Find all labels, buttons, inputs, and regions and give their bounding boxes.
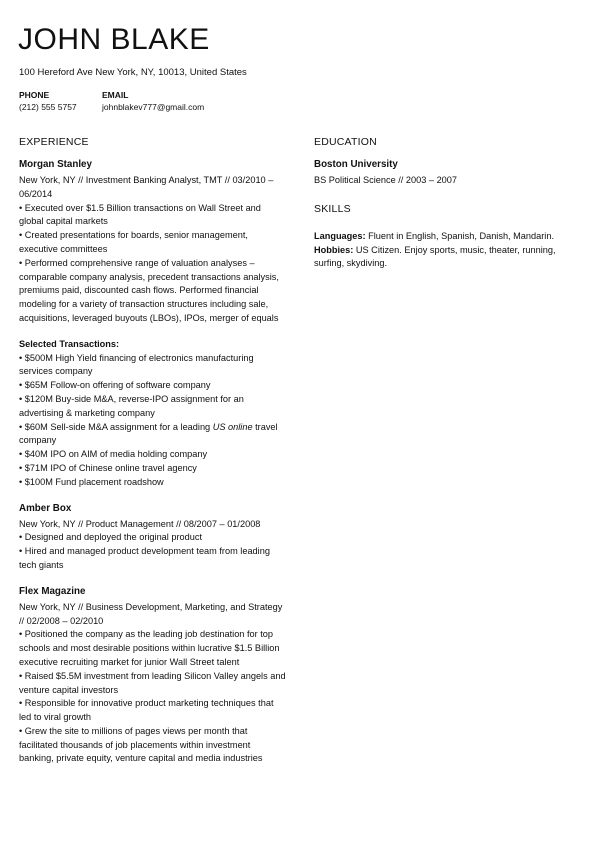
job-flex-magazine	[19, 585, 287, 767]
text-part: travel company	[19, 421, 278, 446]
hobbies-value: US Citizen. Enjoy sports, music, theater, running, surfing, skydiving.	[314, 244, 556, 269]
list-item: • Designed and deployed the original product	[19, 531, 287, 545]
text-part: $60M Sell-side M&A assignment for a leading	[24, 421, 213, 432]
phone-value: (212) 555 5757	[19, 102, 77, 112]
job-meta: New York, NY // Investment Banking Analyst, TMT // 03/2010 – 06/2014	[19, 175, 274, 199]
job-bullets	[19, 202, 287, 326]
languages-line	[314, 230, 582, 244]
job-meta: New York, NY // Business Development, Marketing, and Strategy // 02/2008 – 02/2010	[19, 601, 283, 626]
phone-block	[19, 89, 77, 113]
transaction-bullets	[19, 352, 287, 490]
list-item: • Positioned the company as the leading job destination for top schools and most desirable positions within lucrative $1.5 Billion executive recruiting market for junior Wall Street talent	[19, 628, 287, 669]
job-bullets	[19, 628, 287, 766]
school-name: Boston University	[314, 159, 398, 170]
job-company: Amber Box	[19, 502, 72, 514]
list-item: • Raised $5.5M investment from leading Silicon Valley angels and venture capital investors	[19, 670, 287, 698]
languages-label: Languages:	[314, 230, 366, 241]
job-company: Morgan Stanley	[19, 159, 92, 170]
hobbies-label: Hobbies:	[314, 244, 354, 255]
skills-title: SKILLS	[314, 202, 351, 215]
emphasis-text: US online	[212, 421, 253, 432]
selected-transactions-title: Selected Transactions:	[19, 338, 120, 349]
list-item: • Executed over $1.5 Billion transactions on Wall Street and global capital markets	[19, 202, 287, 230]
job-morgan-stanley	[19, 158, 287, 490]
email-value: johnblakev777@gmail.com	[102, 102, 205, 112]
languages-value: Fluent in English, Spanish, Danish, Mandarin.	[365, 230, 555, 241]
experience-section	[19, 135, 287, 776]
list-item: • $71M IPO of Chinese online travel agency	[19, 462, 287, 476]
email-block	[102, 89, 204, 113]
experience-title: EXPERIENCE	[19, 136, 89, 148]
list-item: • $65M Follow-on offering of software company	[19, 379, 287, 393]
phone-label: PHONE	[19, 90, 50, 100]
list-item: • Hired and managed product development team from leading tech giants	[19, 545, 287, 573]
candidate-name: JOHN BLAKE	[18, 23, 210, 56]
hobbies-line	[314, 244, 582, 272]
list-item: • Created presentations for boards, senior management, executive committees	[19, 229, 287, 257]
address: 100 Hereford Ave New York, NY, 10013, United States	[19, 67, 247, 78]
education-title: EDUCATION	[314, 136, 377, 148]
degree: BS Political Science // 2003 – 2007	[314, 175, 458, 185]
list-item: • Grew the site to millions of pages views per month that facilitated thousands of job placements within investment banking, private equity, venture capital and media industries	[19, 725, 287, 766]
job-bullets	[19, 531, 287, 572]
list-item: • $40M IPO on AIM of media holding company	[19, 448, 287, 462]
right-column	[314, 135, 582, 271]
job-meta: New York, NY // Product Management // 08/2007 – 01/2008	[19, 518, 261, 529]
list-item: • $100M Fund placement roadshow	[19, 476, 287, 490]
list-item	[19, 421, 287, 449]
list-item: • Performed comprehensive range of valuation analyses – comparable company analysis, precedent transactions analysis, premiums paid, discounted cash flows. Performed financial modeling for a variety of transaction structures including sale, acquisitions, leveraged buyouts (LBOs), IPOs, merger of equals	[19, 257, 287, 326]
job-company: Flex Magazine	[19, 585, 86, 597]
job-amber-box	[19, 502, 287, 573]
list-item: • $120M Buy-side M&A, reverse-IPO assignment for an advertising & marketing company	[19, 393, 287, 421]
list-item: • Responsible for innovative product marketing techniques that led to viral growth	[19, 697, 287, 725]
list-item: • $500M High Yield financing of electronics manufacturing services company	[19, 352, 287, 380]
email-label: EMAIL	[102, 90, 129, 100]
